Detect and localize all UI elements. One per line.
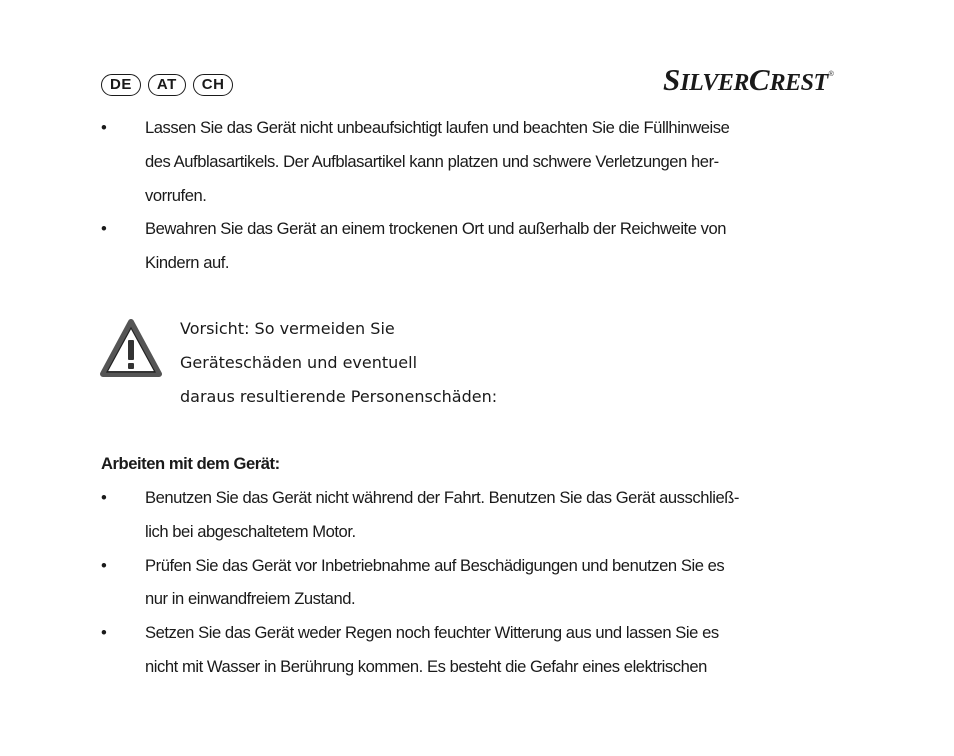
intro-bullet-list: [101, 111, 861, 280]
bullet-line: Kindern auf.: [145, 253, 230, 273]
section-bullet-list: [101, 481, 861, 684]
list-item: [101, 481, 861, 549]
list-item: [101, 549, 861, 617]
bullet-marker: •: [101, 623, 107, 643]
bullet-marker: •: [101, 118, 107, 137]
language-badge-ch: CH: [193, 74, 234, 96]
language-badge-at: AT: [148, 74, 186, 96]
warning-line: daraus resultierende Personenschäden:: [180, 386, 498, 406]
bullet-line: Prüfen Sie das Gerät vor Inbetriebnahme auf Beschädigungen und benutzen Sie es: [145, 555, 725, 575]
warning-text: [180, 312, 497, 413]
bullet-line: Bewahren Sie das Gerät an einem trockenen Ort und außerhalb der Reichweite von: [145, 219, 727, 239]
list-item: [101, 111, 861, 212]
bullet-marker: •: [101, 555, 107, 575]
warning-triangle-icon: [100, 319, 162, 379]
list-item: [101, 616, 861, 684]
language-badges: [101, 74, 233, 96]
section-heading: Arbeiten mit dem Gerät:: [101, 454, 280, 473]
warning-line: Geräteschäden und eventuell: [180, 352, 418, 372]
bullet-line: Lassen Sie das Gerät nicht unbeaufsichtigt laufen und beachten Sie die Füllhinweise: [145, 118, 730, 137]
bullet-line: nur in einwandfreiem Zustand.: [145, 589, 356, 609]
bullet-line: Benutzen Sie das Gerät nicht während der Fahrt. Benutzen Sie das Gerät ausschließ-: [145, 488, 740, 507]
bullet-line: lich bei abgeschaltetem Motor.: [145, 521, 356, 541]
list-item: [101, 212, 861, 280]
silvercrest-logo: SILVERCREST®: [663, 62, 834, 97]
bullet-line: vorrufen.: [145, 185, 207, 205]
bullet-line: des Aufblasartikels. Der Aufblasartikel kann platzen und schwere Verletzungen her-: [145, 151, 719, 171]
bullet-marker: •: [101, 219, 107, 239]
bullet-marker: •: [101, 488, 107, 507]
bullet-line: Setzen Sie das Gerät weder Regen noch feuchter Witterung aus und lassen Sie es: [145, 623, 719, 643]
warning-line: Vorsicht: So vermeiden Sie: [180, 319, 395, 338]
language-badge-de: DE: [101, 74, 141, 96]
bullet-line: nicht mit Wasser in Berührung kommen. Es besteht die Gefahr eines elektrischen: [145, 656, 707, 676]
